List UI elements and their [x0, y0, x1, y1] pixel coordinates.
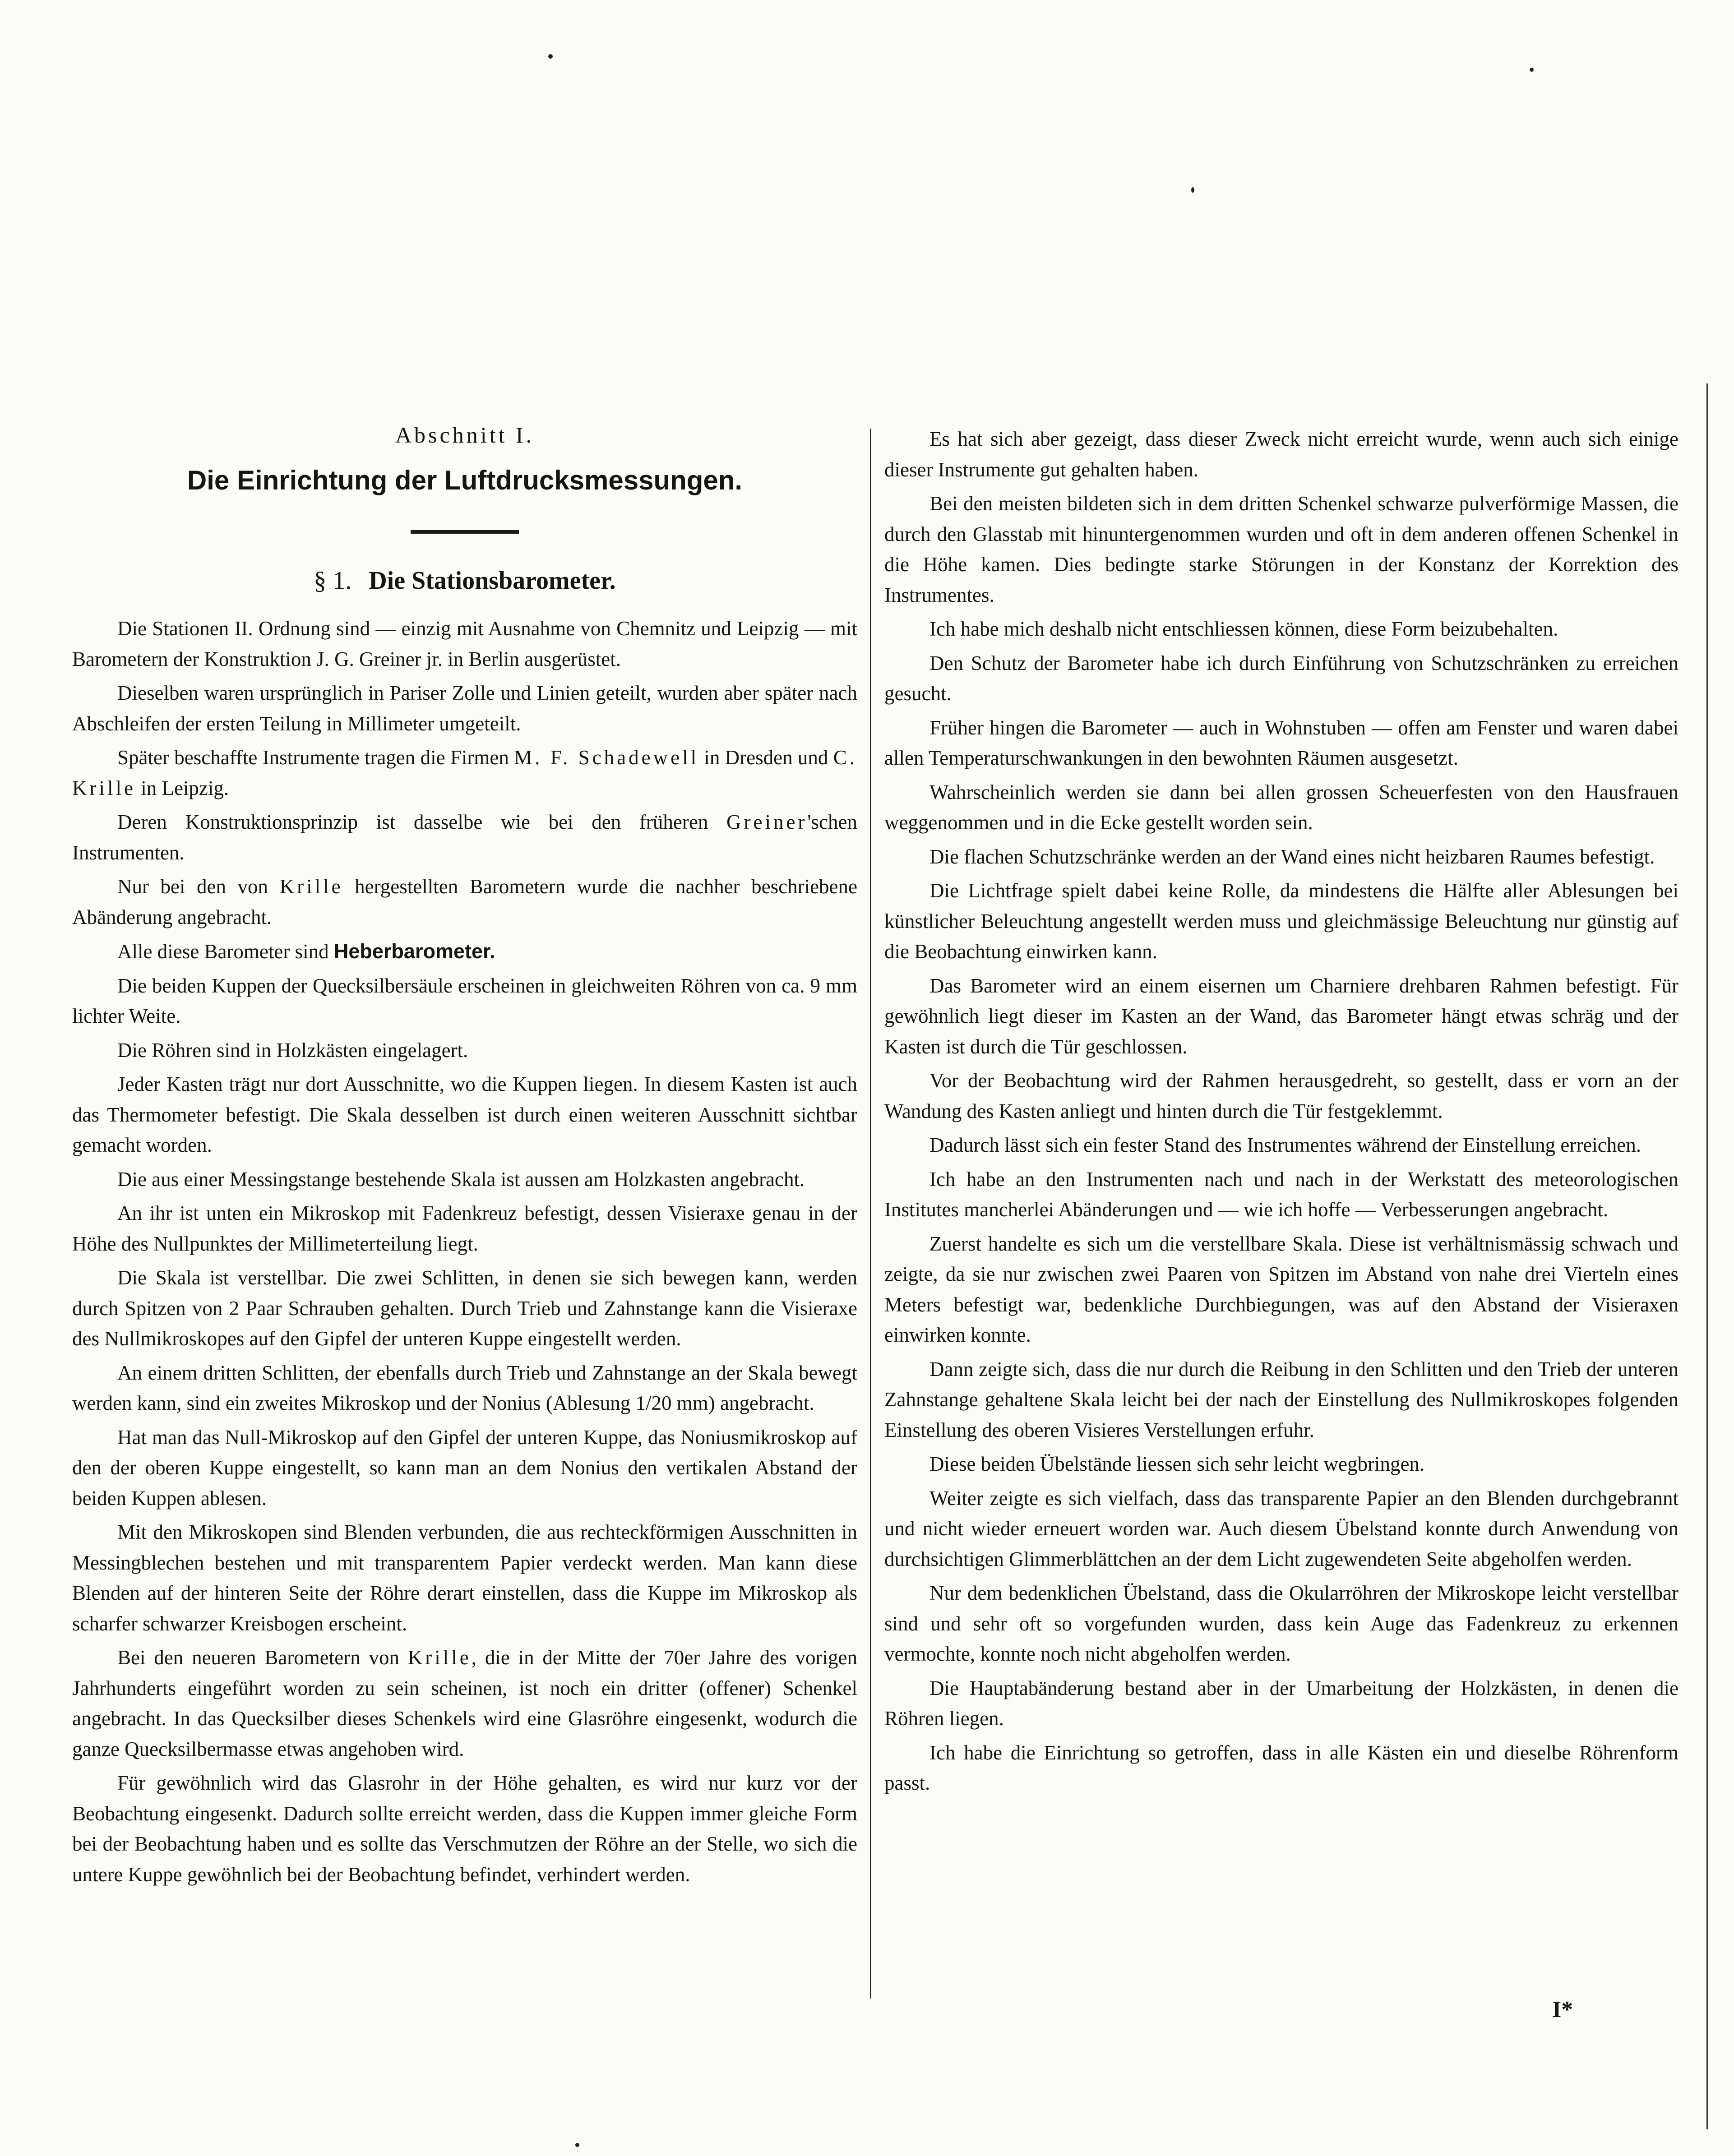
ink-speck: [575, 2143, 579, 2147]
subsection-heading: [72, 566, 857, 595]
paragraph: Die Stationen II. Ordnung sind — einzig mit Ausnahme von Chemnitz und Leipzig — mit Barometern der Konstruktion J. G. Greiner jr. in Berlin ausgerüstet.: [72, 617, 857, 670]
paragraph: Die beiden Kuppen der Quecksilbersäule erscheinen in gleichweiten Röhren von ca. 9 mm lichter Weite.: [72, 974, 857, 1027]
paragraph: Dadurch lässt sich ein fester Stand des Instrumentes während der Einstellung erreichen.: [929, 1134, 1641, 1156]
paragraph: Ich habe die Einrichtung so getroffen, dass in alle Kästen ein und dieselbe Röhrenform passt.: [884, 1741, 1679, 1794]
paragraph: Dann zeigte sich, dass die nur durch die Reibung in den Schlitten und den Trieb der unteren Zahnstange gehaltene Skala leicht bei der nach der Einstellung des Nullmikroskopes folgenden Einstellung des oberen Visieres Verstellungen erfuhr.: [884, 1357, 1679, 1441]
paragraph: Dieselben waren ursprünglich in Pariser Zolle und Linien geteilt, wurden aber später nach Abschleifen der ersten Teilung in Millimeter umgeteilt.: [72, 682, 857, 735]
ink-speck: [1191, 187, 1194, 193]
chapter-title: Die Einrichtung der Luftdrucksmessungen.: [187, 465, 743, 495]
paragraph: Vor der Beobachtung wird der Rahmen herausgedreht, so gestellt, dass er vorn an der Wandung des Kasten anliegt und hinten durch die Tür festgeklemmt.: [884, 1069, 1679, 1122]
paragraph: Mit den Mikroskopen sind Blenden verbunden, die aus rechteckförmigen Ausschnitten in Messingblechen bestehen und mit transparentem Papier verdeckt werden. Man kann diese Blenden auf der hinteren Seite der Röhre derart einstellen, dass die Kuppe im Mikroskop als scharfer schwarzer Kreisbogen erscheint.: [72, 1521, 857, 1635]
subsection-title: Die Stationsbarometer.: [369, 567, 616, 595]
paragraph: Das Barometer wird an einem eisernen um Charniere drehbaren Rahmen befestigt. Für gewöhnlich liegt dieser im Kasten an der Wand, das Barometer hängt etwas schräg und der Kasten ist durch die Tür geschlossen.: [884, 974, 1679, 1058]
paragraph: Die Hauptabänderung bestand aber in der Umarbeitung der Holzkästen, in denen die Röhren liegen.: [884, 1676, 1679, 1730]
paragraph: Für gewöhnlich wird das Glasrohr in der Höhe gehalten, es wird nur kurz vor der Beobachtung eingesenkt. Dadurch sollte erreicht werden, dass die Kuppen immer gleiche Form bei der Beobachtung haben und es sollte das Verschmutzen der Röhre an der Stelle, wo sich die untere Kuppe gewöhnlich bei der Beobachtung befindet, verhindert werden.: [72, 1772, 857, 1886]
right-column: [884, 424, 1679, 1802]
paragraph: Die Röhren sind in Holzkästen eingelagert.: [117, 1039, 468, 1062]
subsection-number: § 1.: [314, 567, 352, 595]
paragraph: Jeder Kasten trägt nur dort Ausschnitte, wo die Kuppen liegen. In diesem Kasten ist auch das Thermometer befestigt. Die Skala desselben ist durch einen weiteren Ausschnitt sichtbar gemacht worden.: [72, 1073, 857, 1156]
ink-speck: [1530, 68, 1534, 72]
page-number: I*: [1552, 1997, 1573, 2022]
page-edge-line: [1706, 383, 1708, 2129]
paragraph: Die aus einer Messingstange bestehende Skala ist aussen am Holzkasten angebracht.: [117, 1168, 805, 1191]
paragraph: Diese beiden Übelstände liessen sich sehr leicht wegbringen.: [929, 1453, 1425, 1475]
paragraph: Die Skala ist verstellbar. Die zwei Schlitten, in denen sie sich bewegen kann, werden durch Spitzen von 2 Paar Schrauben gehalten. Durch Trieb und Zahnstange kann die Visieraxe des Nullmikroskopes auf den Gipfel der unteren Kuppe eingestellt werden.: [72, 1266, 857, 1350]
paragraph: Bei den neueren Barometern von Krille, die in der Mitte der 70er Jahre des vorigen Jahrhunderts eingeführt worden zu sein scheinen, ist noch ein dritter (offener) Schenkel angebracht. In das Quecksilber dieses Schenkels wird eine Glasröhre eingesenkt, wodurch die ganze Quecksilbermasse etwas angehoben wird.: [72, 1646, 857, 1760]
paragraph: An einem dritten Schlitten, der ebenfalls durch Trieb und Zahnstange an der Skala bewegt werden kann, sind ein zweites Mikroskop und der Nonius (Ablesung 1/20 mm) angebracht.: [72, 1361, 857, 1414]
section-label: Abschnitt I.: [395, 422, 535, 448]
paragraph: Weiter zeigte es sich vielfach, dass das transparente Papier an den Blenden durchgebrannt und nicht wieder erneuert worden war. Auch diesem Übelstand konnte durch Anwendung von durchsichtigen Glimmerblättchen an der dem Licht zugewendeten Seite abgeholfen werden.: [884, 1487, 1679, 1570]
paragraph: Die flachen Schutzschränke werden an der Wand eines nicht heizbaren Raumes befestigt.: [929, 845, 1655, 868]
column-divider: [870, 429, 871, 1999]
left-column: [72, 614, 857, 1893]
paragraph: Wahrscheinlich werden sie dann bei allen grossen Scheuerfesten von den Hausfrauen weggenommen und in die Ecke gestellt worden sein.: [884, 780, 1679, 834]
paragraph: Bei den meisten bildeten sich in dem dritten Schenkel schwarze pulverförmige Massen, die durch den Glasstab mit hinuntergenommen wurden und oft in dem anderen offenen Schenkel in die Höhe kamen. Dies bedingte starke Störungen in der Konstanz der Korrektion des Instrumentes.: [884, 492, 1679, 606]
paragraph: Die Lichtfrage spielt dabei keine Rolle, da mindestens die Hälfte aller Ablesungen bei künstlicher Beleuchtung angestellt werden muss und gleichmässige Beleuchtung nur günstig auf die Beobachtung einwirken kann.: [884, 879, 1679, 963]
paragraph: Deren Konstruktionsprinzip ist dasselbe wie bei den früheren Greiner'schen Instrumenten.: [72, 811, 857, 864]
paragraph: Nur dem bedenklichen Übelstand, dass die Okularröhren der Mikroskope leicht verstellbar sind und sehr oft so vorgefunden wurden, dass kein Auge das Fadenkreuz zu erkennen vermochte, konnte noch nicht abgeholfen werden.: [884, 1582, 1679, 1665]
paragraph: Den Schutz der Barometer habe ich durch Einführung von Schutzschränken zu erreichen gesucht.: [884, 651, 1679, 705]
paragraph: Ich habe mich deshalb nicht entschliessen können, diese Form beizubehalten.: [929, 618, 1558, 640]
ink-speck: [548, 54, 553, 59]
paragraph: Nur bei den von Krille hergestellten Barometern wurde die nachher beschriebene Abänderung angebracht.: [72, 875, 857, 928]
paragraph: An ihr ist unten ein Mikroskop mit Fadenkreuz befestigt, dessen Visieraxe genau in der Höhe des Nullpunktes der Millimeterteilung liegt.: [72, 1202, 857, 1255]
paragraph: Zuerst handelte es sich um die verstellbare Skala. Diese ist verhältnismässig schwach und zeigte, da sie nur zwischen zwei Paaren von Spitzen im Abstand von nahe drei Vierteln eines Meters befestigt war, bedenkliche Durchbiegungen, was auf den Abstand der Visieraxen einwirken konnte.: [884, 1232, 1679, 1346]
paragraph: Später beschaffte Instrumente tragen die Firmen M. F. Schadewell in Dresden und C. Krille in Leipzig.: [72, 746, 857, 799]
paragraph: Hat man das Null-Mikroskop auf den Gipfel der unteren Kuppe, das Noniusmikroskop auf den der oberen Kuppe eingestellt, so kann man an dem Nonius den vertikalen Abstand der beiden Kuppen ablesen.: [72, 1426, 857, 1510]
paragraph: Es hat sich aber gezeigt, dass dieser Zweck nicht erreicht wurde, wenn auch sich einige dieser Instrumente gut gehalten haben.: [884, 428, 1679, 481]
paragraph: Früher hingen die Barometer — auch in Wohnstuben — offen am Fenster und waren dabei allen Temperaturschwankungen in den bewohnten Räumen ausgesetzt.: [884, 716, 1679, 769]
title-rule: [411, 530, 519, 534]
paragraph: Ich habe an den Instrumenten nach und nach in der Werkstatt des meteorologischen Institutes mancherlei Abänderungen und — wie ich hoffe — Verbesserungen angebracht.: [884, 1168, 1679, 1221]
paragraph: Alle diese Barometer sind Heberbarometer.: [117, 940, 495, 963]
